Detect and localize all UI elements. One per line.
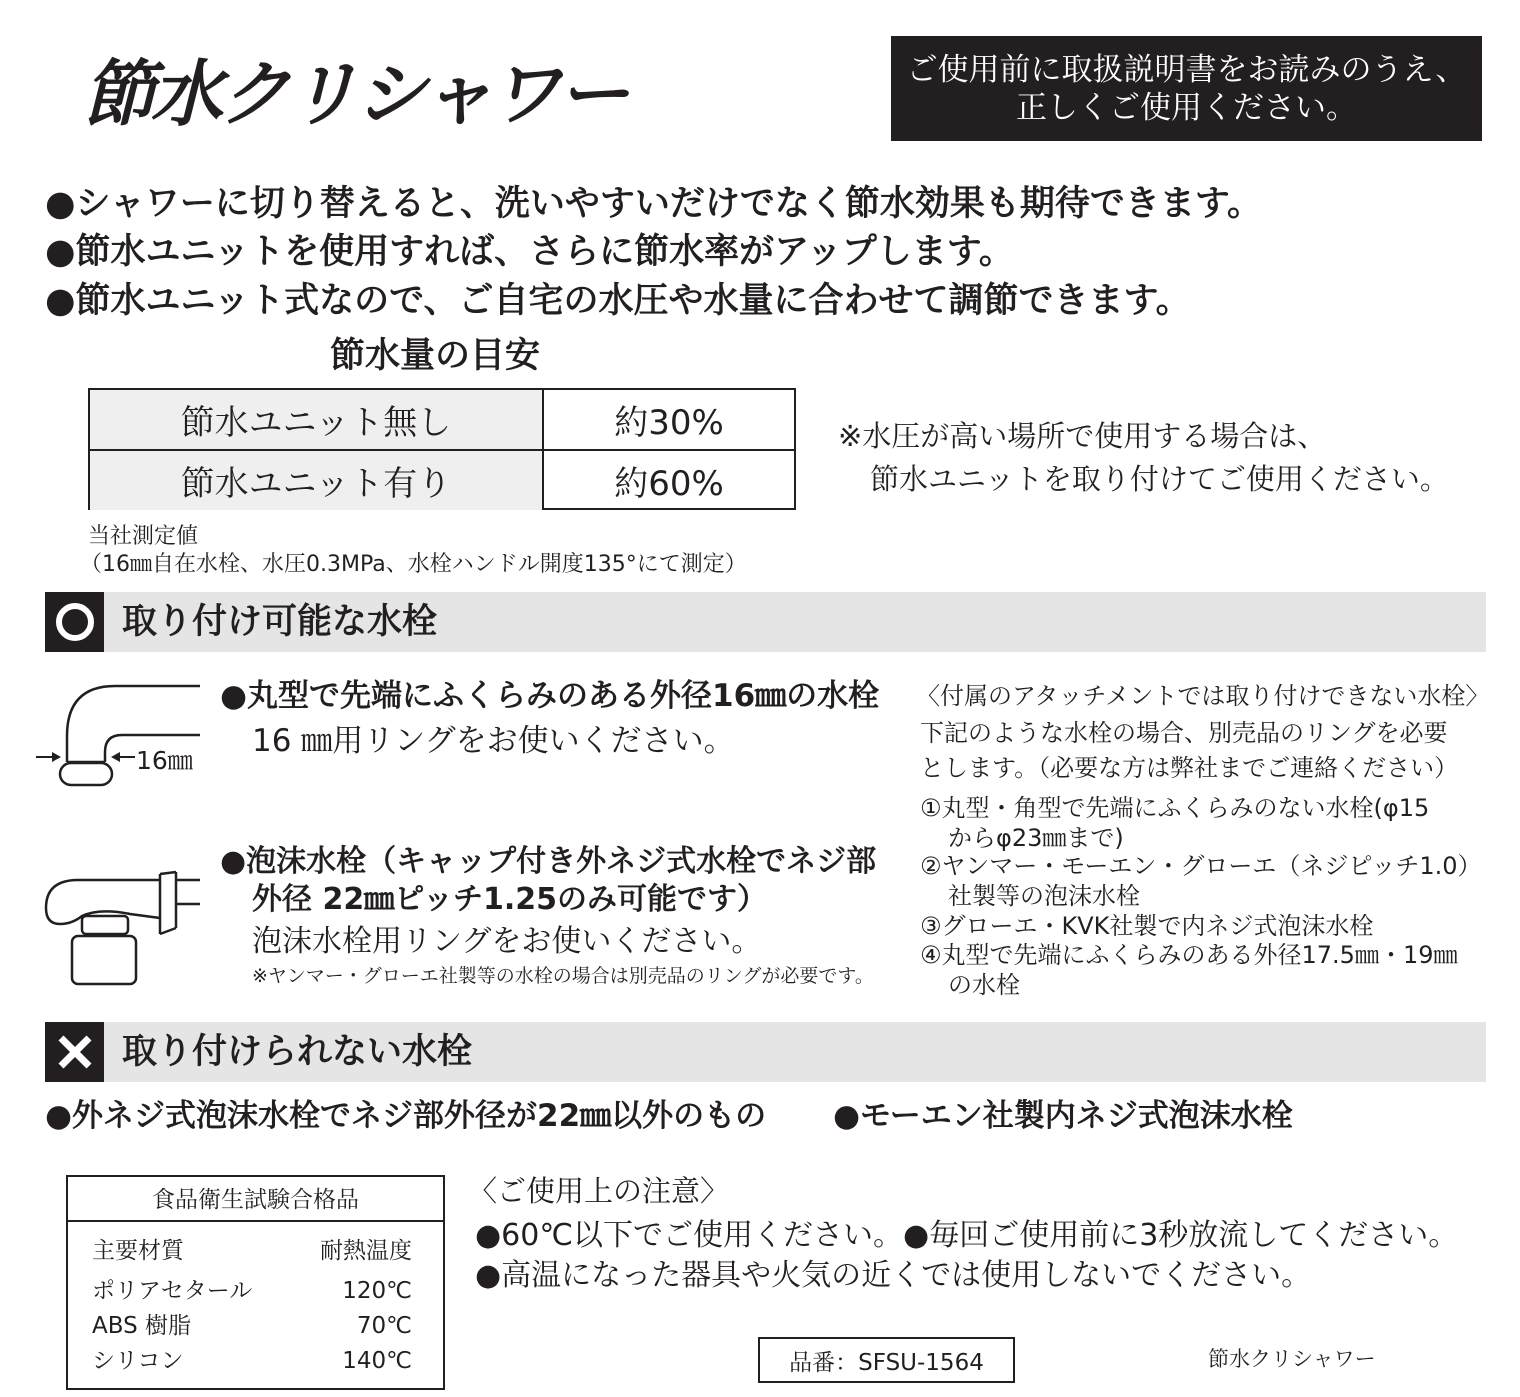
savings-row <box>90 451 794 510</box>
measurement-label: 当社測定値 <box>88 524 199 549</box>
feature-line-3: ●節水ユニット式なので、ご自宅の水圧や水量に合わせて調節できます。 <box>45 281 1191 321</box>
product-number-box: 品番：SFSU-1564 <box>758 1337 1015 1383</box>
product-title: 節水クリシャワー <box>78 52 643 136</box>
material-name: ABS 樹脂 <box>92 1313 192 1339</box>
material-temp: 140℃ <box>342 1348 412 1374</box>
materials-heading: 食品衛生試験合格品 <box>152 1187 359 1213</box>
excluded-item-3: ③グローエ・KVK社製で内ネジ式泡沫水栓 <box>920 912 1374 940</box>
savings-row-label: 節水ユニット有り <box>90 451 544 510</box>
incompatible-section-title: 取り付けられない水栓 <box>122 1032 473 1072</box>
faucet-round-illustration <box>30 680 210 792</box>
compatible-section-header <box>45 592 1486 652</box>
compatible-item-2-title-line-2: 外径 22㎜ピッチ1.25のみ可能です） <box>252 882 768 917</box>
savings-row-value: 約30% <box>614 403 724 443</box>
compatible-section-title: 取り付け可能な水栓 <box>122 602 438 642</box>
excluded-item-1-cont: からφ23㎜まで) <box>948 824 1124 852</box>
instruction-notice-box <box>891 36 1482 141</box>
excluded-item-4-cont: の水栓 <box>948 971 1020 999</box>
incompatible-section-header <box>45 1022 1486 1082</box>
materials-col-temp: 耐熱温度 <box>320 1238 412 1264</box>
caution-line-2: ●高温になった器具や火気の近くでは使用しないでください。 <box>475 1258 1312 1293</box>
compatible-item-2-title-line-1: ●泡沫水栓（キャップ付き外ネジ式水栓でネジ部 <box>220 844 877 879</box>
arrow-right-icon <box>36 752 61 762</box>
notice-line-2: 正しくご使用ください。 <box>1016 89 1357 126</box>
excluded-item-4: ④丸型で先端にふくらみのある外径17.5㎜・19㎜ <box>920 941 1458 969</box>
pressure-note-line-2: 節水ユニットを取り付けてご使用ください。 <box>870 462 1449 496</box>
excluded-heading: 〈付属のアタッチメントでは取り付けできない水栓〉 <box>916 682 1490 710</box>
compatible-item-1-title: ●丸型で先端にふくらみのある外径16㎜の水栓 <box>220 678 880 714</box>
savings-table <box>88 388 796 510</box>
excluded-item-1: ①丸型・角型で先端にふくらみのない水栓(φ15 <box>920 794 1430 822</box>
savings-row-value: 約60% <box>614 464 724 504</box>
dimension-label: 16㎜ <box>136 746 193 775</box>
cross-icon <box>45 1022 104 1082</box>
excluded-item-2: ②ヤンマー・モーエン・グローエ（ネジピッチ1.0） <box>920 852 1482 880</box>
compatible-item-2-note: ※ヤンマー・グローエ社製等の水栓の場合は別売品のリングが必要です。 <box>252 965 874 987</box>
feature-line-1: ●シャワーに切り替えると、洗いやすいだけでなく節水効果も期待できます。 <box>45 184 1263 224</box>
materials-col-material: 主要材質 <box>92 1238 184 1264</box>
excluded-intro-line-1: 下記のような水栓の場合、別売品のリングを必要 <box>920 719 1448 747</box>
materials-box <box>66 1175 445 1390</box>
savings-heading: 節水量の目安 <box>330 336 541 376</box>
savings-row <box>90 390 794 451</box>
arrow-left-icon <box>111 752 135 762</box>
excluded-intro-line-2: とします。（必要な方は弊社までご連絡ください） <box>920 754 1459 782</box>
cautions-heading: 〈ご使用上の注意〉 <box>468 1174 730 1208</box>
compatible-item-1-desc: 16 ㎜用リングをお使いください。 <box>252 723 735 759</box>
notice-line-1: ご使用前に取扱説明書をお読みのうえ、 <box>906 51 1467 88</box>
product-name-footer: 節水クリシャワー <box>1208 1347 1376 1371</box>
circle-icon <box>45 592 104 652</box>
materials-divider <box>68 1220 443 1222</box>
compatible-item-2-desc: 泡沫水栓用リングをお使いください。 <box>252 924 762 959</box>
measurement-conditions: （16㎜自在水栓、水圧0.3MPa、水栓ハンドル開度135°にて測定） <box>80 552 747 577</box>
material-temp: 120℃ <box>342 1278 412 1304</box>
faucet-aerator-illustration <box>38 858 206 990</box>
material-name: シリコン <box>92 1348 184 1374</box>
feature-line-2: ●節水ユニットを使用すれば、さらに節水率がアップします。 <box>45 232 1014 272</box>
excluded-item-2-cont: 社製等の泡沫水栓 <box>948 882 1140 910</box>
savings-row-label: 節水ユニット無し <box>90 390 544 449</box>
material-name: ポリアセタール <box>92 1278 253 1304</box>
pressure-note-line-1: ※水圧が高い場所で使用する場合は、 <box>838 419 1327 453</box>
material-temp: 70℃ <box>356 1313 412 1339</box>
incompatible-item-2: ●モーエン社製内ネジ式泡沫水栓 <box>833 1098 1293 1134</box>
incompatible-item-1: ●外ネジ式泡沫水栓でネジ部外径が22㎜以外のもの <box>45 1098 767 1134</box>
caution-line-1: ●60℃以下でご使用ください。●毎回ご使用前に3秒放流してください。 <box>475 1218 1459 1253</box>
